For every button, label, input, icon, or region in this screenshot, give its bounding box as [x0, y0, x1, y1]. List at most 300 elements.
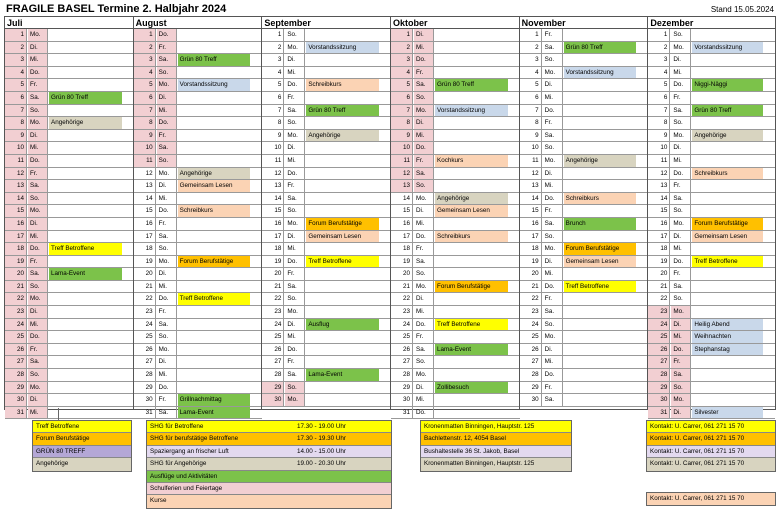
weekday: Fr.	[28, 79, 48, 91]
weekday: Mi.	[285, 243, 305, 255]
day-row	[648, 344, 775, 357]
day-row	[391, 130, 520, 143]
day-number: 23	[391, 306, 413, 318]
calendar-grid	[4, 16, 776, 416]
day-row	[134, 231, 263, 244]
day-row	[5, 293, 134, 306]
day-row	[5, 193, 134, 206]
day-row	[262, 92, 391, 105]
day-number: 11	[520, 155, 542, 167]
event-label[interactable]: Lama-Event	[178, 407, 251, 419]
day-number: 16	[391, 218, 413, 230]
weekday: Di.	[285, 231, 305, 243]
day-number: 19	[520, 256, 542, 268]
day-row	[648, 180, 775, 193]
weekday: Mi.	[671, 155, 691, 167]
day-row	[520, 54, 649, 67]
day-row	[648, 319, 775, 332]
day-row	[391, 293, 520, 306]
day-number: 12	[134, 168, 156, 180]
legend-row	[147, 495, 391, 507]
day-number: 23	[520, 306, 542, 318]
event-label[interactable]: Vorstandssitzung	[564, 67, 637, 79]
day-number: 18	[648, 243, 670, 255]
day-number: 5	[648, 79, 670, 91]
weekday: Sa.	[543, 130, 563, 142]
event-label[interactable]: Niggi-Näggi	[692, 79, 763, 91]
day-number: 30	[5, 394, 27, 406]
weekday: Di.	[28, 218, 48, 230]
legend-contacts	[646, 420, 776, 472]
day-number: 14	[5, 193, 27, 205]
weekday: So.	[414, 180, 434, 192]
day-number: 1	[520, 29, 542, 41]
weekday: So.	[285, 117, 305, 129]
day-row	[648, 218, 775, 231]
event-label[interactable]: Schreibkurs	[564, 193, 637, 205]
day-row	[520, 369, 649, 382]
day-number: 26	[134, 344, 156, 356]
day-row	[520, 79, 649, 92]
day-row	[262, 319, 391, 332]
legend-time: 14.00 - 15.00 Uhr	[297, 447, 347, 455]
event-label[interactable]: Treff Betroffene	[435, 319, 508, 331]
day-number: 30	[520, 394, 542, 406]
event-label[interactable]: Heilig Abend	[692, 319, 763, 331]
weekday: Di.	[543, 168, 563, 180]
weekday: So.	[28, 281, 48, 293]
day-number: 8	[648, 117, 670, 129]
day-number: 24	[262, 319, 284, 331]
event-label[interactable]: Gemeinsam Lesen	[178, 180, 251, 192]
day-row	[262, 306, 391, 319]
day-row	[648, 281, 775, 294]
day-row	[391, 79, 520, 92]
day-number: 27	[648, 356, 670, 368]
legend-row	[421, 446, 571, 458]
weekday: Do.	[28, 243, 48, 255]
legend-label: Ausflüge und Aktivitäten	[150, 472, 218, 480]
weekday: Mo.	[543, 67, 563, 79]
day-row	[648, 168, 775, 181]
weekday: Sa.	[543, 306, 563, 318]
day-row	[520, 268, 649, 281]
weekday: So.	[157, 67, 177, 79]
weekday: Di.	[28, 306, 48, 318]
day-number: 18	[262, 243, 284, 255]
day-number: 15	[262, 205, 284, 217]
event-label[interactable]: Grün 80 Treff	[49, 92, 122, 104]
day-number: 30	[262, 394, 284, 406]
weekday: So.	[285, 29, 305, 41]
event-label[interactable]: Forum Berufstätige	[692, 218, 763, 230]
day-number: 21	[648, 281, 670, 293]
day-row	[5, 344, 134, 357]
day-number: 22	[262, 293, 284, 305]
event-label[interactable]: Kochkurs	[435, 155, 508, 167]
event-label[interactable]: Angehörige	[692, 130, 763, 142]
day-row	[5, 319, 134, 332]
day-number: 25	[262, 331, 284, 343]
day-row	[5, 130, 134, 143]
day-number: 3	[5, 54, 27, 66]
day-row	[5, 407, 134, 420]
event-label[interactable]: Forum Berufstätige	[178, 256, 251, 268]
weekday: Do.	[543, 369, 563, 381]
month-header: September	[262, 17, 391, 29]
day-row	[5, 382, 134, 395]
month-column	[261, 16, 391, 410]
weekday: So.	[285, 382, 305, 394]
day-row	[391, 54, 520, 67]
weekday: So.	[28, 193, 48, 205]
weekday: Sa.	[671, 105, 691, 117]
day-row	[262, 256, 391, 269]
day-number: 22	[520, 293, 542, 305]
weekday: Mi.	[157, 369, 177, 381]
event-label[interactable]: Gemeinsam Lesen	[435, 205, 508, 217]
day-number: 12	[5, 168, 27, 180]
event-label[interactable]: Schreibkurs	[306, 79, 379, 91]
legend-row	[421, 433, 571, 445]
event-label[interactable]: Forum Berufstätige	[564, 243, 637, 255]
weekday: Do.	[543, 105, 563, 117]
day-number: 17	[5, 231, 27, 243]
day-row	[262, 382, 391, 395]
day-number: 13	[520, 180, 542, 192]
day-number: 20	[262, 268, 284, 280]
day-number: 17	[648, 231, 670, 243]
weekday: Mo.	[414, 105, 434, 117]
day-number: 6	[648, 92, 670, 104]
weekday: Di.	[414, 382, 434, 394]
day-number: 4	[5, 67, 27, 79]
weekday: Di.	[414, 29, 434, 41]
weekday: Fr.	[671, 92, 691, 104]
weekday: Do.	[157, 29, 177, 41]
weekday: Di.	[543, 79, 563, 91]
day-number: 12	[648, 168, 670, 180]
day-number: 2	[134, 42, 156, 54]
day-row	[134, 29, 263, 42]
legend-row	[647, 458, 775, 470]
weekday: Fr.	[28, 344, 48, 356]
weekday: Sa.	[157, 142, 177, 154]
event-label[interactable]: Treff Betroffene	[306, 256, 379, 268]
day-row	[648, 293, 775, 306]
event-label[interactable]: Angehörige	[49, 117, 122, 129]
weekday: Di.	[543, 256, 563, 268]
day-row	[5, 105, 134, 118]
day-row	[5, 256, 134, 269]
weekday: So.	[414, 268, 434, 280]
day-number: 19	[134, 256, 156, 268]
day-row	[262, 344, 391, 357]
weekday: Mi.	[285, 67, 305, 79]
weekday: So.	[157, 331, 177, 343]
day-row	[262, 180, 391, 193]
weekday: Mo.	[157, 256, 177, 268]
weekday: Do.	[414, 54, 434, 66]
event-label[interactable]: Grün 80 Treff	[435, 79, 508, 91]
day-row	[262, 243, 391, 256]
weekday: Sa.	[28, 180, 48, 192]
weekday: Fr.	[414, 67, 434, 79]
day-row	[134, 155, 263, 168]
event-label[interactable]: Weihnachten	[692, 331, 763, 343]
event-label[interactable]: Silvester	[692, 407, 763, 419]
weekday: Mo.	[285, 130, 305, 142]
event-label[interactable]: Zollibesuch	[435, 382, 508, 394]
month-column	[133, 16, 263, 416]
day-number: 9	[5, 130, 27, 142]
event-label[interactable]: Angehörige	[435, 193, 508, 205]
event-label[interactable]: Vorstandssitzung	[178, 79, 251, 91]
event-label[interactable]: Treff Betroffene	[49, 243, 122, 255]
legend-label: Kurse	[150, 497, 167, 505]
weekday: Di.	[671, 407, 691, 419]
event-label[interactable]: Forum Berufstätige	[435, 281, 508, 293]
day-number: 18	[5, 243, 27, 255]
day-number: 25	[520, 331, 542, 343]
weekday: Fr.	[543, 117, 563, 129]
event-label[interactable]: Vorstandssitzung	[435, 105, 508, 117]
weekday: Fr.	[414, 331, 434, 343]
event-label[interactable]: Gemeinsam Lesen	[306, 231, 379, 243]
day-number: 11	[134, 155, 156, 167]
weekday: Mo.	[28, 117, 48, 129]
day-number: 8	[262, 117, 284, 129]
event-label[interactable]: Schreibkurs	[435, 231, 508, 243]
day-row	[520, 142, 649, 155]
day-row	[134, 268, 263, 281]
day-number: 2	[520, 42, 542, 54]
day-number: 6	[262, 92, 284, 104]
weekday: Di.	[671, 54, 691, 66]
event-label[interactable]: Treff Betroffene	[564, 281, 637, 293]
weekday: Fr.	[414, 155, 434, 167]
day-row	[134, 407, 263, 420]
day-number: 1	[262, 29, 284, 41]
event-label[interactable]: Treff Betroffene	[692, 256, 763, 268]
event-label[interactable]: Angehörige	[178, 168, 251, 180]
weekday: Do.	[28, 67, 48, 79]
legend-categories	[32, 420, 132, 472]
weekday: Do.	[543, 281, 563, 293]
day-number: 29	[262, 382, 284, 394]
weekday: Mo.	[414, 281, 434, 293]
day-number: 15	[520, 205, 542, 217]
event-label[interactable]: Brunch	[564, 218, 637, 230]
day-number: 31	[391, 407, 413, 419]
day-number: 26	[520, 344, 542, 356]
weekday: Di.	[671, 319, 691, 331]
day-number: 25	[134, 331, 156, 343]
weekday: Do.	[671, 168, 691, 180]
event-label[interactable]: Stephanstag	[692, 344, 763, 356]
legend-row	[33, 458, 131, 470]
day-row	[5, 218, 134, 231]
day-number: 28	[5, 369, 27, 381]
day-number: 23	[134, 306, 156, 318]
day-row	[648, 331, 775, 344]
legend-label: Spaziergang an frischer Luft	[150, 447, 229, 455]
day-row	[262, 218, 391, 231]
legend-row	[421, 421, 571, 433]
day-row	[391, 42, 520, 55]
day-number: 26	[262, 344, 284, 356]
legend-label: Kontakt: U. Carrer, 061 271 15 70	[650, 423, 745, 430]
day-row	[391, 117, 520, 130]
day-row	[134, 293, 263, 306]
page-title: FRAGILE BASEL Termine 2. Halbjahr 2024	[6, 3, 227, 15]
day-row	[520, 117, 649, 130]
day-row	[520, 293, 649, 306]
weekday: Sa.	[543, 218, 563, 230]
day-number: 21	[134, 281, 156, 293]
weekday: Mi.	[28, 142, 48, 154]
month-column	[647, 16, 776, 416]
day-row	[391, 369, 520, 382]
day-number: 10	[391, 142, 413, 154]
day-row	[648, 369, 775, 382]
day-row	[520, 42, 649, 55]
weekday: Fr.	[543, 293, 563, 305]
event-label[interactable]: Schreibkurs	[178, 205, 251, 217]
day-row	[648, 243, 775, 256]
day-row	[5, 331, 134, 344]
day-number: 24	[5, 319, 27, 331]
weekday: Sa.	[157, 231, 177, 243]
event-label[interactable]: Gemeinsam Lesen	[692, 231, 763, 243]
day-number: 13	[262, 180, 284, 192]
day-number: 4	[262, 67, 284, 79]
month-header: Juli	[5, 17, 134, 29]
event-label[interactable]: Grillnachmittag	[178, 394, 251, 406]
weekday: So.	[671, 293, 691, 305]
weekday: Fr.	[414, 243, 434, 255]
weekday: Mi.	[285, 155, 305, 167]
day-number: 4	[520, 67, 542, 79]
day-row	[134, 42, 263, 55]
day-number: 29	[520, 382, 542, 394]
legend-row	[33, 433, 131, 445]
weekday: So.	[543, 142, 563, 154]
day-row	[520, 319, 649, 332]
day-row	[648, 42, 775, 55]
weekday: Sa.	[28, 92, 48, 104]
day-number: 16	[134, 218, 156, 230]
event-label[interactable]: Grün 80 Treff	[564, 42, 637, 54]
day-number: 28	[520, 369, 542, 381]
day-row	[520, 105, 649, 118]
event-label[interactable]: Grün 80 Treff	[178, 54, 251, 66]
day-number: 23	[5, 306, 27, 318]
event-label[interactable]: Vorstandssitzung	[306, 42, 379, 54]
day-row	[134, 105, 263, 118]
month-column	[390, 16, 520, 416]
weekday: Mo.	[285, 394, 305, 406]
day-row	[262, 205, 391, 218]
weekday: So.	[543, 319, 563, 331]
day-number: 15	[648, 205, 670, 217]
day-row	[520, 394, 649, 407]
weekday: Di.	[28, 394, 48, 406]
day-number: 10	[262, 142, 284, 154]
weekday: Fr.	[285, 356, 305, 368]
day-number: 30	[648, 394, 670, 406]
day-row	[5, 243, 134, 256]
day-row	[134, 331, 263, 344]
event-label[interactable]: Grün 80 Treff	[692, 105, 763, 117]
day-number: 24	[134, 319, 156, 331]
weekday: Mi.	[157, 105, 177, 117]
event-label[interactable]: Lama-Event	[49, 268, 122, 280]
day-number: 25	[648, 331, 670, 343]
weekday: Do.	[671, 79, 691, 91]
day-row	[520, 168, 649, 181]
day-number: 6	[5, 92, 27, 104]
weekday: Mi.	[671, 243, 691, 255]
day-row	[391, 356, 520, 369]
event-label[interactable]: Lama-Event	[306, 369, 379, 381]
day-number: 7	[262, 105, 284, 117]
weekday: Fr.	[28, 168, 48, 180]
day-row	[391, 344, 520, 357]
day-number: 21	[391, 281, 413, 293]
weekday: Mo.	[285, 306, 305, 318]
day-number: 27	[391, 356, 413, 368]
weekday: Di.	[285, 142, 305, 154]
day-row	[5, 231, 134, 244]
day-number: 18	[134, 243, 156, 255]
day-row	[648, 54, 775, 67]
day-number: 14	[134, 193, 156, 205]
weekday: So.	[671, 29, 691, 41]
day-number: 2	[5, 42, 27, 54]
day-number: 8	[134, 117, 156, 129]
weekday: Fr.	[671, 180, 691, 192]
event-label[interactable]: Schreibkurs	[692, 168, 763, 180]
legend-label: Bachlettenstr. 12, 4054 Basel	[424, 435, 506, 443]
weekday: Mi.	[414, 130, 434, 142]
weekday: Di.	[157, 92, 177, 104]
event-label[interactable]: Forum Berufstätige	[306, 218, 379, 230]
day-row	[134, 306, 263, 319]
weekday: Mi.	[543, 92, 563, 104]
day-number: 10	[648, 142, 670, 154]
day-row	[5, 306, 134, 319]
weekday: Sa.	[543, 42, 563, 54]
weekday: Sa.	[157, 319, 177, 331]
event-label[interactable]: Vorstandssitzung	[692, 42, 763, 54]
weekday: Sa.	[285, 105, 305, 117]
event-label[interactable]: Angehörige	[306, 130, 379, 142]
day-row	[5, 281, 134, 294]
day-number: 22	[391, 293, 413, 305]
event-label[interactable]: Angehörige	[564, 155, 637, 167]
event-label[interactable]: Grün 80 Treff	[306, 105, 379, 117]
event-label[interactable]: Ausflug	[306, 319, 379, 331]
event-label[interactable]: Treff Betroffene	[178, 293, 251, 305]
weekday: Di.	[157, 356, 177, 368]
event-label[interactable]: Gemeinsam Lesen	[564, 256, 637, 268]
weekday: Mo.	[28, 293, 48, 305]
day-number: 13	[391, 180, 413, 192]
event-label[interactable]: Lama-Event	[435, 344, 508, 356]
weekday: Mi.	[414, 394, 434, 406]
weekday: So.	[671, 382, 691, 394]
